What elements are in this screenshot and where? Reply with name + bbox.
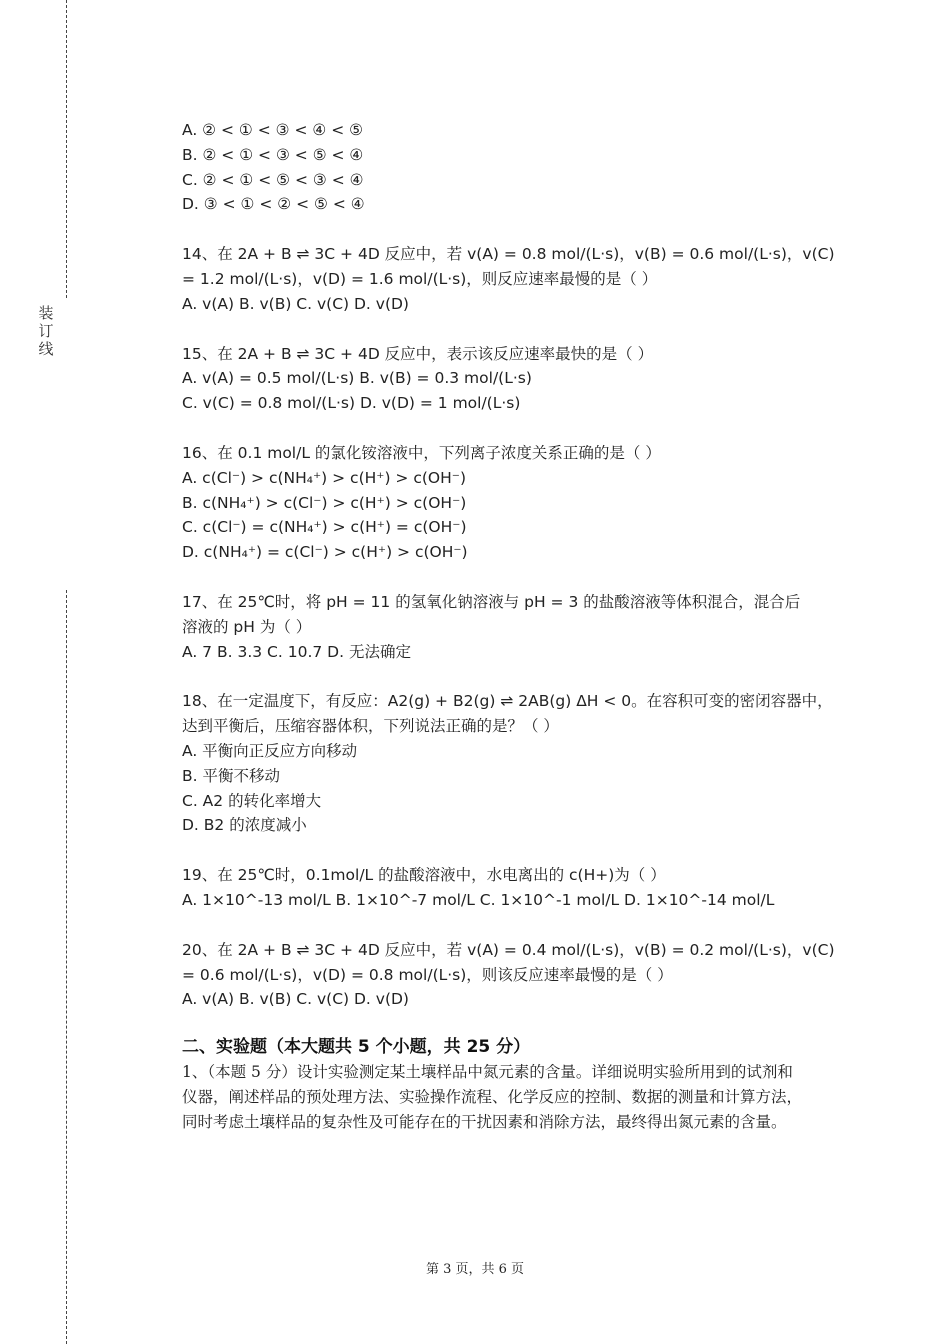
- question-stem: 20、在 2A + B ⇌ 3C + 4D 反应中，若 v(A) = 0.4 mol/(L·s)，v(B) = 0.2 mol/(L·s)，v(C): [182, 940, 835, 959]
- question-stem: 16、在 0.1 mol/L 的氯化铵溶液中，下列离子浓度关系正确的是（ ）: [182, 443, 661, 462]
- question-stem: 14、在 2A + B ⇌ 3C + 4D 反应中，若 v(A) = 0.8 mol/(L·s)，v(B) = 0.6 mol/(L·s)，v(C): [182, 245, 835, 264]
- option-c: C. c(Cl⁻) = c(NH₄⁺) > c(H⁺) = c(OH⁻): [182, 518, 467, 537]
- question-stem: 17、在 25℃时，将 pH = 11 的氢氧化钠溶液与 pH = 3 的盐酸溶液等体积混合，混合后: [182, 592, 801, 611]
- binding-char: 订: [38, 322, 54, 340]
- question-20: [182, 938, 852, 1012]
- question-stem-cont: 达到平衡后，压缩容器体积，下列说法正确的是？（ ）: [182, 717, 559, 736]
- question-14: [182, 242, 852, 316]
- question-options: A. v(A) B. v(B) C. v(C) D. v(D): [182, 990, 409, 1009]
- option-b: B. c(NH₄⁺) > c(Cl⁻) > c(H⁺) > c(OH⁻): [182, 493, 467, 512]
- question-stem-cont: 溶液的 pH 为（ ）: [182, 617, 312, 636]
- question-16: [182, 441, 852, 565]
- option-d: D. c(NH₄⁺) = c(Cl⁻) > c(H⁺) > c(OH⁻): [182, 543, 468, 562]
- question-stem-cont: = 0.6 mol/(L·s)，v(D) = 0.8 mol/(L·s)，则该反应速率最慢的是（ ）: [182, 965, 673, 984]
- section-title-experiment: 二、实验题（本大题共 5 个小题，共 25 分）: [182, 1037, 531, 1058]
- question-options-ab: A. v(A) = 0.5 mol/(L·s) B. v(B) = 0.3 mol/(L·s): [182, 369, 532, 388]
- option-d: D. ③ < ① < ② < ⑤ < ④: [182, 195, 365, 214]
- question-options: A. v(A) B. v(B) C. v(C) D. v(D): [182, 294, 409, 313]
- paragraph-line: 仪器，阐述样品的预处理方法、实验操作流程、化学反应的控制、数据的测量和计算方法，: [182, 1088, 803, 1107]
- question-options: A. 7 B. 3.3 C. 10.7 D. 无法确定: [182, 642, 411, 661]
- binding-char: 装: [38, 304, 54, 322]
- question-17: [182, 590, 852, 664]
- option-c: C. A2 的转化率增大: [182, 791, 322, 810]
- question-stem: 15、在 2A + B ⇌ 3C + 4D 反应中，表示该反应速率最快的是（ ）: [182, 344, 654, 363]
- option-a: A. c(Cl⁻) > c(NH₄⁺) > c(H⁺) > c(OH⁻): [182, 468, 467, 487]
- question-13-options: [182, 118, 852, 217]
- question-stem-cont: = 1.2 mol/(L·s)，v(D) = 1.6 mol/(L·s)，则反应速率最慢的是（ ）: [182, 269, 658, 288]
- experiment-question-1: [182, 1060, 852, 1135]
- paragraph-line: 同时考虑土壤样品的复杂性及可能存在的干扰因素和消除方法，最终得出氮元素的含量。: [182, 1113, 787, 1132]
- binding-dashed-line-top: [66, 0, 67, 298]
- option-b: B. ② < ① < ③ < ⑤ < ④: [182, 145, 364, 164]
- exam-page-content: [182, 118, 852, 1135]
- option-d: D. B2 的浓度减小: [182, 816, 307, 835]
- question-19: [182, 863, 852, 913]
- binding-dashed-line-bottom: [66, 590, 67, 1344]
- binding-line-label: [36, 304, 56, 358]
- option-b: B. 平衡不移动: [182, 766, 280, 785]
- question-stem: 18、在一定温度下，有反应：A2(g) + B2(g) ⇌ 2AB(g) ΔH < 0。在容积可变的密闭容器中，: [182, 692, 833, 711]
- question-18: [182, 689, 852, 838]
- binding-char: 线: [38, 340, 54, 358]
- option-c: C. ② < ① < ⑤ < ③ < ④: [182, 170, 364, 189]
- question-stem: 19、在 25℃时，0.1mol/L 的盐酸溶液中，水电离出的 c(H+)为（ ）: [182, 866, 666, 885]
- question-options-cd: C. v(C) = 0.8 mol/(L·s) D. v(D) = 1 mol/(L·s): [182, 394, 521, 413]
- page-footer: 第 3 页，共 6 页: [425, 1262, 525, 1277]
- option-a: A. 平衡向正反应方向移动: [182, 741, 358, 760]
- question-options: A. 1×10^-13 mol/L B. 1×10^-7 mol/L C. 1×10^-1 mol/L D. 1×10^-14 mol/L: [182, 890, 775, 909]
- option-a: A. ② < ① < ③ < ④ < ⑤: [182, 121, 364, 139]
- question-15: [182, 342, 852, 416]
- paragraph-line: 1、（本题 5 分）设计实验测定某土壤样品中氮元素的含量。详细说明实验所用到的试剂和: [182, 1063, 793, 1082]
